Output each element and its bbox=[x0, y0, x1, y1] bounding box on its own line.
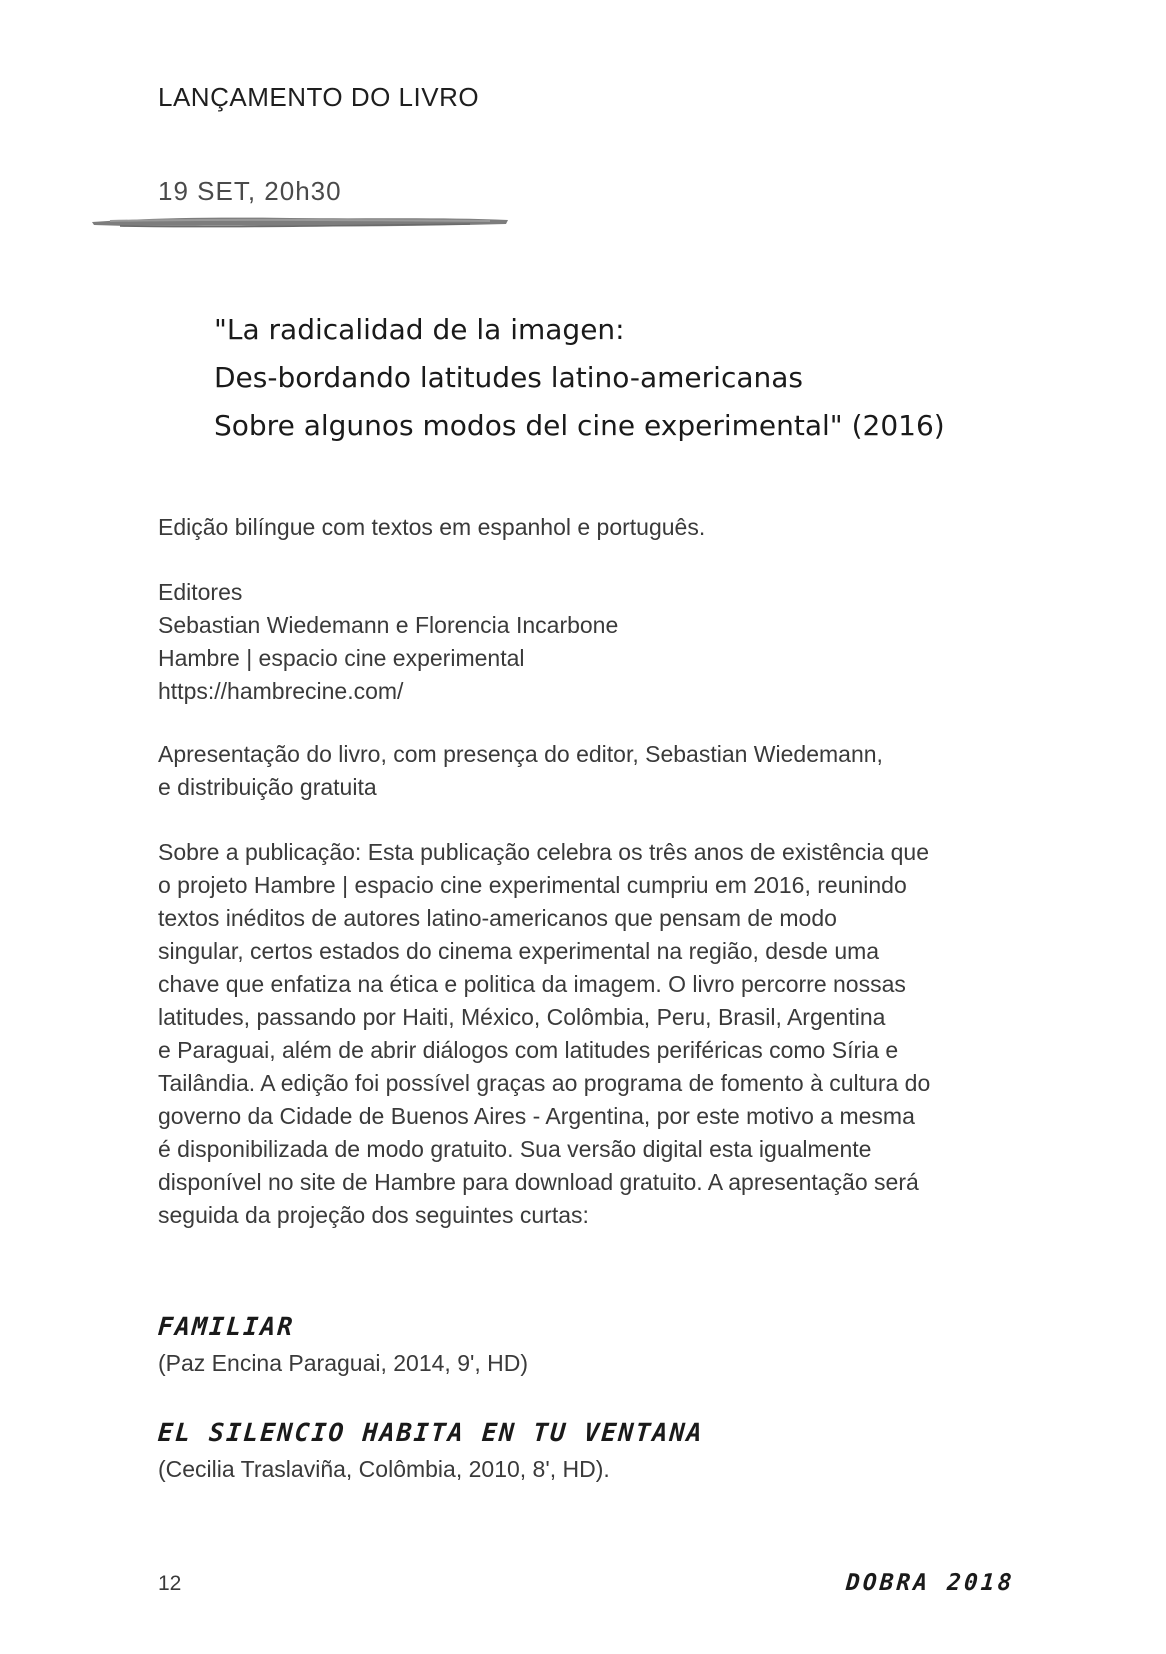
publication-mark: DOBRA 2018 bbox=[844, 1570, 1015, 1596]
film-title-el-silencio: EL SILENCIO HABITA EN TU VENTANA bbox=[156, 1418, 705, 1447]
about-line: e Paraguai, além de abrir diálogos com latitudes periféricas como Síria e bbox=[158, 1037, 899, 1063]
film-title-familiar: FAMILIAR bbox=[156, 1312, 296, 1341]
credits-label: Editores bbox=[158, 579, 243, 605]
about-line: textos inéditos de autores latino-americanos que pensam de modo bbox=[158, 905, 837, 931]
about-line: singular, certos estados do cinema experimental na região, desde uma bbox=[158, 938, 880, 964]
credits-website: https://hambrecine.com/ bbox=[158, 678, 404, 704]
book-title-line-3: Sobre algunos modos del cine experimental" (2016) bbox=[214, 409, 945, 442]
about-line: o projeto Hambre | espacio cine experimental cumpriu em 2016, reunindo bbox=[158, 872, 907, 898]
about-paragraph bbox=[158, 836, 1008, 1232]
presentation-block bbox=[158, 738, 1008, 804]
about-line: chave que enfatiza na ética e politica da imagem. O livro percorre nossas bbox=[158, 971, 906, 997]
brush-stroke-divider bbox=[90, 212, 510, 232]
credits-block bbox=[158, 576, 1008, 708]
credits-editors: Sebastian Wiedemann e Florencia Incarbone bbox=[158, 612, 619, 638]
about-line: Tailândia. A edição foi possível graças ao programa de fomento à cultura do bbox=[158, 1070, 931, 1096]
page-number: 12 bbox=[158, 1572, 182, 1595]
book-title-line-1: "La radicalidad de la imagen: bbox=[214, 313, 625, 346]
edition-note: Edição bilíngue com textos em espanhol e português. bbox=[158, 514, 706, 540]
about-line: latitudes, passando por Haiti, México, Colômbia, Peru, Brasil, Argentina bbox=[158, 1004, 886, 1030]
event-date: 19 SET, 20h30 bbox=[158, 176, 342, 206]
book-title bbox=[214, 306, 1094, 450]
about-line: seguida da projeção dos seguintes curtas: bbox=[158, 1202, 589, 1228]
book-title-line-2: Des-bordando latitudes latino-americanas bbox=[214, 361, 803, 394]
about-line: disponível no site de Hambre para download gratuito. A apresentação será bbox=[158, 1169, 919, 1195]
film-details-familiar: (Paz Encina Paraguai, 2014, 9', HD) bbox=[158, 1350, 529, 1376]
section-label: LANÇAMENTO DO LIVRO bbox=[158, 82, 480, 112]
about-line: Sobre a publicação: Esta publicação celebra os três anos de existência que bbox=[158, 839, 929, 865]
about-line: é disponibilizada de modo gratuito. Sua versão digital esta igualmente bbox=[158, 1136, 872, 1162]
presentation-line-1: Apresentação do livro, com presença do editor, Sebastian Wiedemann, bbox=[158, 741, 883, 767]
presentation-line-2: e distribuição gratuita bbox=[158, 774, 377, 800]
about-line: governo da Cidade de Buenos Aires - Argentina, por este motivo a mesma bbox=[158, 1103, 915, 1129]
film-details-el-silencio: (Cecilia Traslaviña, Colômbia, 2010, 8', HD). bbox=[158, 1456, 610, 1482]
credits-organization: Hambre | espacio cine experimental bbox=[158, 645, 525, 671]
